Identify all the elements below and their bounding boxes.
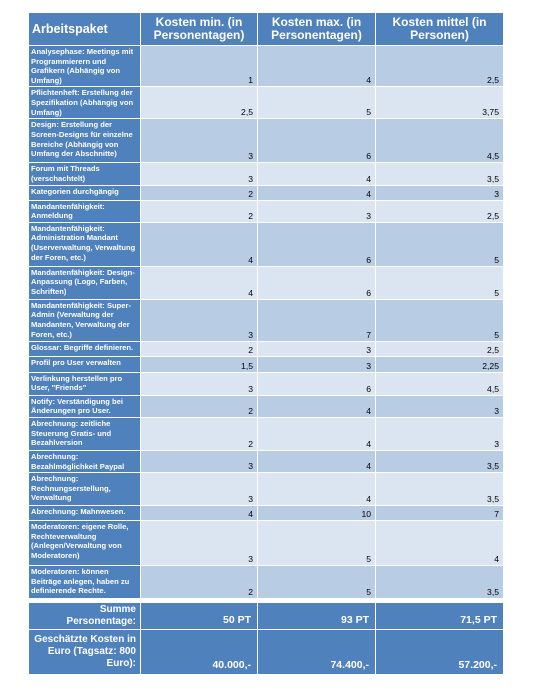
header-work-package: Arbeitspaket (29, 13, 141, 46)
work-package-label: Kategorien durchgängig (29, 185, 141, 200)
cost-min-cell: 2 (141, 341, 258, 356)
cost-min-cell: 4 (141, 222, 258, 266)
work-package-label: Glossar: Begriffe definieren. (29, 341, 141, 356)
cost-min-cell: 2 (141, 566, 258, 599)
cost-min-cell: 2 (141, 185, 258, 200)
cost-mid-cell: 3 (376, 395, 504, 417)
cost-max-cell: 10 (258, 506, 376, 521)
costs-label: Geschätzte Kosten in Euro (Tagsatz: 800 Euro): (29, 630, 141, 675)
cost-min-cell: 2,5 (141, 87, 258, 119)
cost-mid-cell: 5 (376, 222, 504, 266)
cost-mid-cell: 5 (376, 299, 504, 341)
cost-mid-cell: 2,5 (376, 200, 504, 222)
table-row (29, 473, 504, 506)
cost-max-cell: 4 (258, 185, 376, 200)
summary-mid: 71,5 PT (376, 603, 504, 630)
costs-row (29, 630, 504, 675)
cost-min-cell: 3 (141, 521, 258, 566)
work-package-label: Verlinkung herstellen pro User, "Friends" (29, 372, 141, 395)
cost-min-cell: 3 (141, 163, 258, 185)
cost-max-cell: 6 (258, 266, 376, 299)
cost-max-cell: 5 (258, 87, 376, 119)
cost-max-cell: 5 (258, 521, 376, 566)
cost-max-cell: 4 (258, 417, 376, 450)
work-package-label: Abrechnung: Mahnwesen. (29, 506, 141, 521)
cost-min-cell: 3 (141, 119, 258, 163)
cost-min-cell: 1,5 (141, 356, 258, 372)
work-package-label: Pflichtenheft: Erstellung der Spezifikation (Abhängig von Umfang) (29, 87, 141, 119)
cost-min-cell: 2 (141, 417, 258, 450)
cost-max-cell: 4 (258, 46, 376, 87)
table-row (29, 417, 504, 450)
cost-min-cell: 4 (141, 506, 258, 521)
cost-mid-cell: 2,25 (376, 356, 504, 372)
cost-max-cell: 4 (258, 450, 376, 472)
cost-min-cell: 3 (141, 473, 258, 506)
cost-max-cell: 3 (258, 356, 376, 372)
cost-max-cell: 6 (258, 119, 376, 163)
work-package-label: Mandantenfähigkeit: Super-Admin (Verwaltung der Mandanten, Verwaltung der Foren, etc.) (29, 299, 141, 341)
table-row (29, 395, 504, 417)
table-body (29, 46, 504, 599)
summary-max: 93 PT (258, 603, 376, 630)
cost-min-cell: 2 (141, 395, 258, 417)
cost-max-cell: 6 (258, 372, 376, 395)
cost-mid-cell: 3 (376, 417, 504, 450)
work-package-label: Mandantenfähigkeit: Administration Mandant (Userverwaltung, Verwaltung der Foren, etc.) (29, 222, 141, 266)
table-row (29, 87, 504, 119)
cost-estimate-sheet (28, 12, 503, 675)
work-package-label: Notify: Verständigung bei Änderungen pro User. (29, 395, 141, 417)
cost-min-cell: 3 (141, 372, 258, 395)
cost-mid-cell: 4,5 (376, 119, 504, 163)
cost-max-cell: 4 (258, 473, 376, 506)
table-row (29, 163, 504, 185)
table-row (29, 266, 504, 299)
cost-mid-cell: 5 (376, 266, 504, 299)
cost-max-cell: 4 (258, 163, 376, 185)
cost-mid-cell: 3,5 (376, 473, 504, 506)
cost-mid-cell: 2,5 (376, 46, 504, 87)
work-package-label: Mandantenfähigkeit: Anmeldung (29, 200, 141, 222)
header-row (29, 13, 504, 46)
header-cost-max: Kosten max. (in Personentagen) (258, 13, 376, 46)
table-row (29, 185, 504, 200)
table-row (29, 372, 504, 395)
table-row (29, 299, 504, 341)
cost-min-cell: 2 (141, 200, 258, 222)
table-row (29, 566, 504, 599)
table-row (29, 46, 504, 87)
cost-mid-cell: 4,5 (376, 372, 504, 395)
work-package-label: Profil pro User verwalten (29, 356, 141, 372)
cost-max-cell: 5 (258, 566, 376, 599)
cost-mid-cell: 3,5 (376, 450, 504, 472)
work-package-label: Design: Erstellung der Screen-Designs für einzelne Bereiche (Abhängig von Umfang der Abschnitte) (29, 119, 141, 163)
cost-table (28, 12, 504, 675)
work-package-label: Abrechnung: zeitliche Steuerung Gratis- und Bezahlversion (29, 417, 141, 450)
costs-min: 40.000,- (141, 630, 258, 675)
cost-max-cell: 4 (258, 395, 376, 417)
costs-max: 74.400,- (258, 630, 376, 675)
work-package-label: Analysephase: Meetings mit Programmierern und Grafikern (Abhängig von Umfang) (29, 46, 141, 87)
table-row (29, 506, 504, 521)
cost-max-cell: 7 (258, 299, 376, 341)
work-package-label: Mandantenfähigkeit: Design-Anpassung (Logo, Farben, Schriften) (29, 266, 141, 299)
cost-mid-cell: 3,5 (376, 566, 504, 599)
work-package-label: Moderatoren: können Beiträge anlegen, haben zu definierende Rechte. (29, 566, 141, 599)
cost-min-cell: 1 (141, 46, 258, 87)
summary-label: Summe Personentage: (29, 603, 141, 630)
summary-row (29, 603, 504, 630)
table-row (29, 222, 504, 266)
header-cost-mid: Kosten mittel (in Personen) (376, 13, 504, 46)
table-row (29, 450, 504, 472)
cost-min-cell: 4 (141, 266, 258, 299)
cost-mid-cell: 3 (376, 185, 504, 200)
cost-max-cell: 6 (258, 222, 376, 266)
table-row (29, 521, 504, 566)
cost-max-cell: 3 (258, 341, 376, 356)
cost-mid-cell: 3,5 (376, 163, 504, 185)
cost-mid-cell: 3,75 (376, 87, 504, 119)
cost-min-cell: 3 (141, 450, 258, 472)
work-package-label: Abrechnung: Bezahlmöglichkeit Paypal (29, 450, 141, 472)
table-row (29, 341, 504, 356)
cost-mid-cell: 7 (376, 506, 504, 521)
cost-max-cell: 3 (258, 200, 376, 222)
summary-min: 50 PT (141, 603, 258, 630)
cost-mid-cell: 2,5 (376, 341, 504, 356)
table-row (29, 119, 504, 163)
costs-mid: 57.200,- (376, 630, 504, 675)
work-package-label: Moderatoren: eigene Rolle, Rechteverwaltung (Anlegen/Verwaltung von Moderatoren) (29, 521, 141, 566)
table-row (29, 200, 504, 222)
cost-min-cell: 3 (141, 299, 258, 341)
table-row (29, 356, 504, 372)
work-package-label: Forum mit Threads (verschachtelt) (29, 163, 141, 185)
header-cost-min: Kosten min. (in Personentagen) (141, 13, 258, 46)
cost-mid-cell: 4 (376, 521, 504, 566)
work-package-label: Abrechnung: Rechnungserstellung, Verwaltung (29, 473, 141, 506)
